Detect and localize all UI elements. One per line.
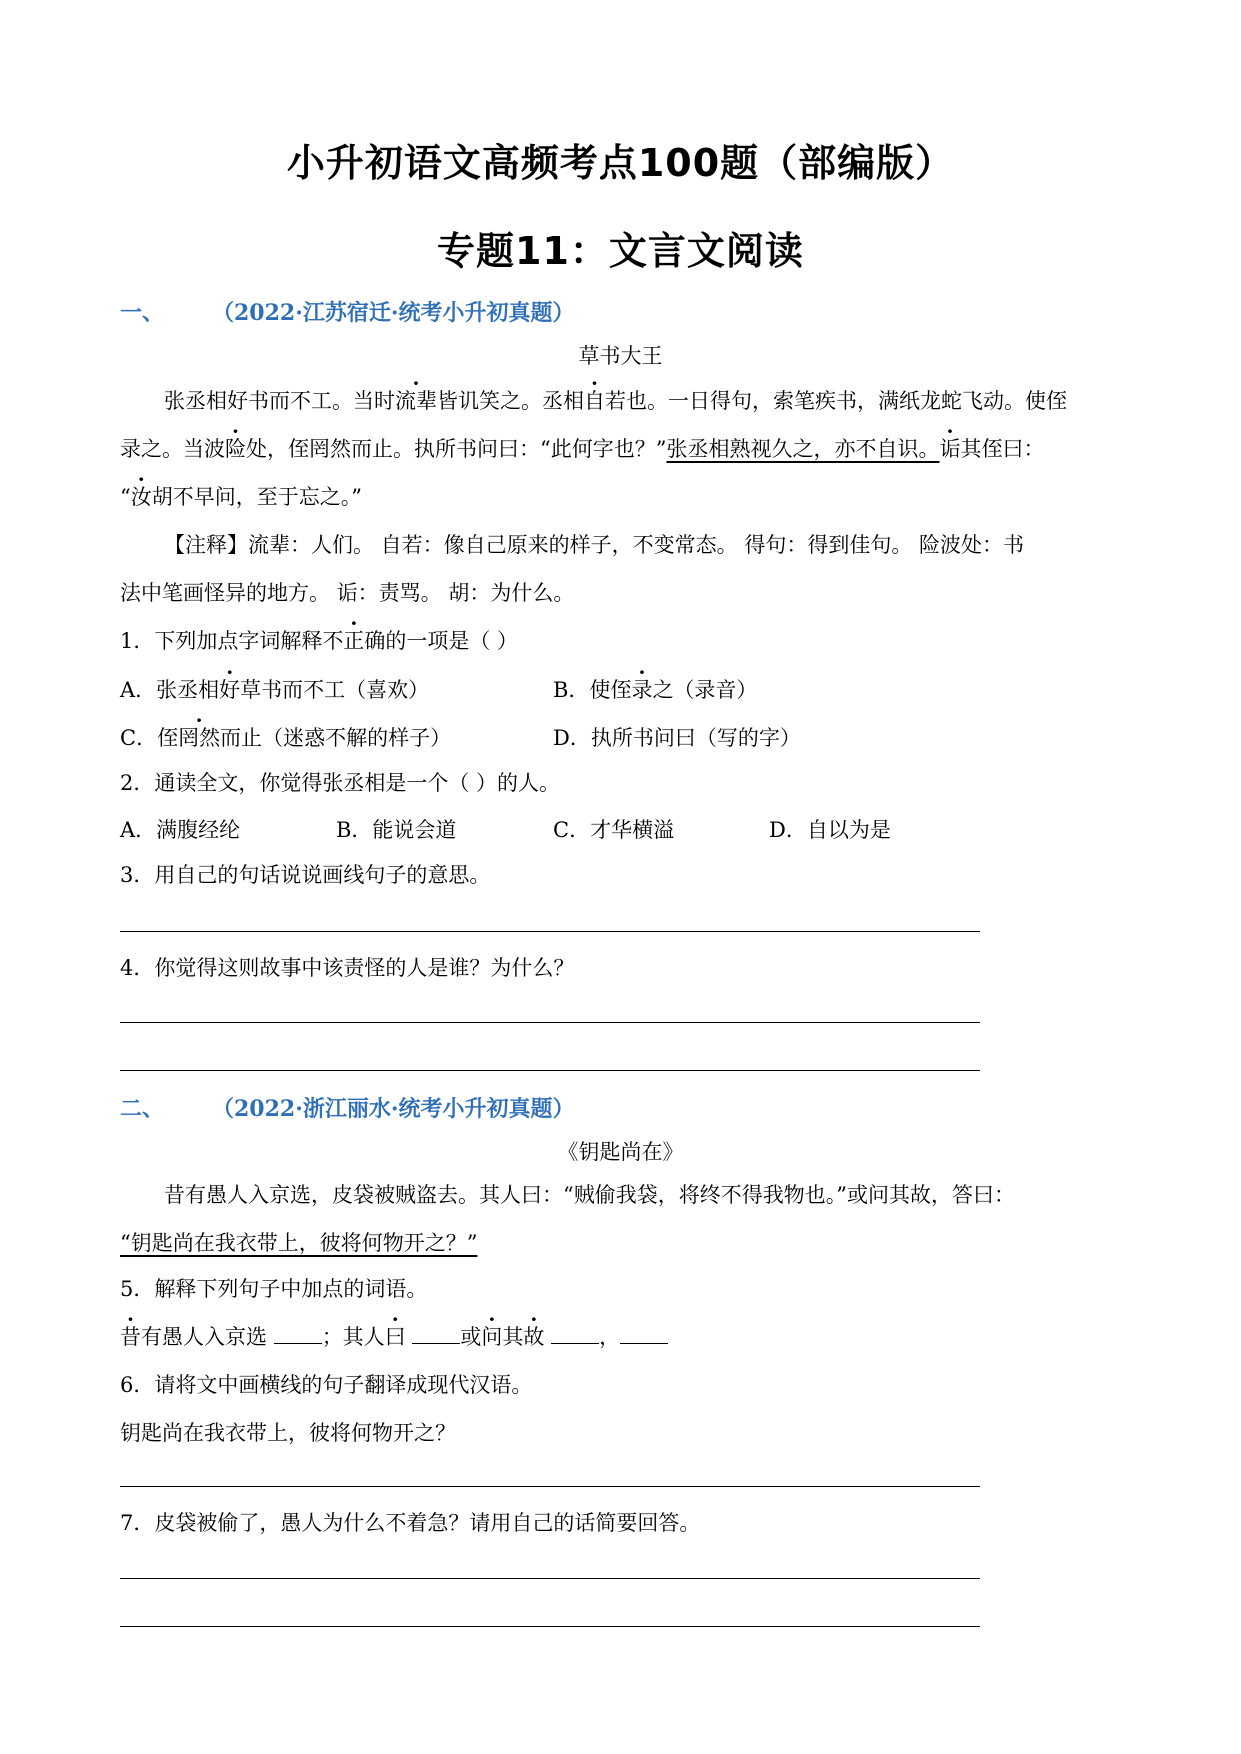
- answer-line[interactable]: [120, 931, 980, 932]
- q1-option-a: A．张丞相好草书而不工（喜欢）: [120, 678, 430, 702]
- section1-source: （2022·江苏宿迁·统考小升初真题）: [212, 300, 575, 326]
- passage1-line1: 张丞相好书而不工。当时流辈皆讥笑之。丞相自若也。一日得句，索笔疾书，满纸龙蛇飞动。使侄: [164, 389, 1067, 413]
- passage1-line2: 录之。当波险处，侄罔然而止。执所书问曰：“此何字也？”张丞相熟视久之，亦不自识。诟其侄曰：: [120, 437, 1045, 461]
- q1-option-d: D．执所书问曰（写的字）: [553, 726, 801, 750]
- dotted-word: 汝: [130, 485, 152, 509]
- passage1-title: 草书大王: [578, 344, 663, 368]
- dotted-word: 不正确: [322, 629, 386, 653]
- dotted-word: 曰: [384, 1325, 406, 1349]
- notes-line2: 法中笔画怪异的地方。 诟：责骂。 胡：为什么。: [120, 581, 575, 605]
- section2-number: 二、: [120, 1096, 165, 1122]
- answer-line[interactable]: [120, 1486, 980, 1487]
- answer-line[interactable]: [120, 1022, 980, 1023]
- question-2: 2．通读全文，你觉得张丞相是一个（ ）的人。: [120, 771, 561, 795]
- passage2-title: 《钥匙尚在》: [557, 1140, 684, 1164]
- notes-line1: 【注释】流辈：人们。 自若：像自己原来的样子，不变常态。 得句：得到佳句。 险波处：书: [164, 533, 1025, 557]
- passage2-line2: [120, 1228, 477, 1258]
- fill-blank[interactable]: [412, 1323, 460, 1344]
- answer-line[interactable]: [120, 1070, 980, 1071]
- passage2-line1: 昔有愚人入京选，皮袋被贼盗去。其人曰：“贼偷我袋，将终不得我物也。”或问其故，答曰：: [164, 1183, 1015, 1207]
- underlined-sentence: 张丞相熟视久之，亦不自识。: [666, 437, 940, 461]
- q2-option-b: B．能说会道: [336, 818, 457, 842]
- question-7: 7．皮袋被偷了，愚人为什么不着急？请用自己的话简要回答。: [120, 1511, 701, 1535]
- question-5: 5．解释下列句子中加点的词语。: [120, 1277, 428, 1301]
- dotted-word: 好: [219, 678, 241, 702]
- q6-sentence: 钥匙尚在我衣带上，彼将何物开之？: [120, 1421, 456, 1445]
- question-3: 3．用自己的句话说说画线句子的意思。: [120, 863, 491, 887]
- dotted-word: 波险处: [204, 437, 267, 461]
- page-subtitle: 专题11：文言文阅读: [437, 229, 804, 273]
- fill-blank[interactable]: [551, 1323, 599, 1344]
- passage1-line3: “汝胡不早问，至于忘之。”: [120, 485, 362, 509]
- dotted-word: 自: [584, 389, 605, 413]
- fill-blank[interactable]: [274, 1323, 322, 1344]
- dotted-word: 录: [631, 678, 653, 702]
- q1-option-b: B．使侄录之（录音）: [553, 678, 758, 702]
- question-4: 4．你觉得这则故事中该责怪的人是谁？为什么？: [120, 956, 575, 980]
- answer-line[interactable]: [120, 1578, 980, 1579]
- dotted-word: 问: [481, 1325, 503, 1349]
- section2-heading: [120, 1092, 575, 1123]
- dotted-word: 诟: [939, 437, 961, 461]
- q5-items: 昔有愚人入京选 ；其人曰 或问其故 ，: [120, 1322, 668, 1352]
- section2-source: （2022·浙江丽水·统考小升初真题）: [212, 1096, 575, 1122]
- dotted-word: 故: [523, 1325, 545, 1349]
- underlined-sentence: “钥匙尚在我衣带上，彼将何物开之？”: [120, 1231, 478, 1255]
- section1-number: 一、: [120, 300, 165, 326]
- dotted-word: 罔然: [178, 726, 221, 750]
- question-1: 1．下列加点字词解释不正确的一项是（ ）: [120, 629, 519, 653]
- dotted-word: 流辈: [395, 389, 437, 413]
- answer-line[interactable]: [120, 1626, 980, 1627]
- q2-option-d: D．自以为是: [769, 818, 891, 842]
- q2-option-c: C．才华横溢: [553, 818, 675, 842]
- fill-blank[interactable]: [620, 1323, 668, 1344]
- section1-heading: [120, 296, 575, 327]
- page-title: 小升初语文高频考点100题（部编版）: [286, 141, 955, 185]
- q1-option-c: C．侄罔然而止（迷惑不解的样子）: [120, 726, 452, 750]
- question-6: 6．请将文中画横线的句子翻译成现代汉语。: [120, 1373, 533, 1397]
- q2-option-a: A．满腹经纶: [120, 818, 241, 842]
- dotted-word: 昔: [120, 1325, 141, 1349]
